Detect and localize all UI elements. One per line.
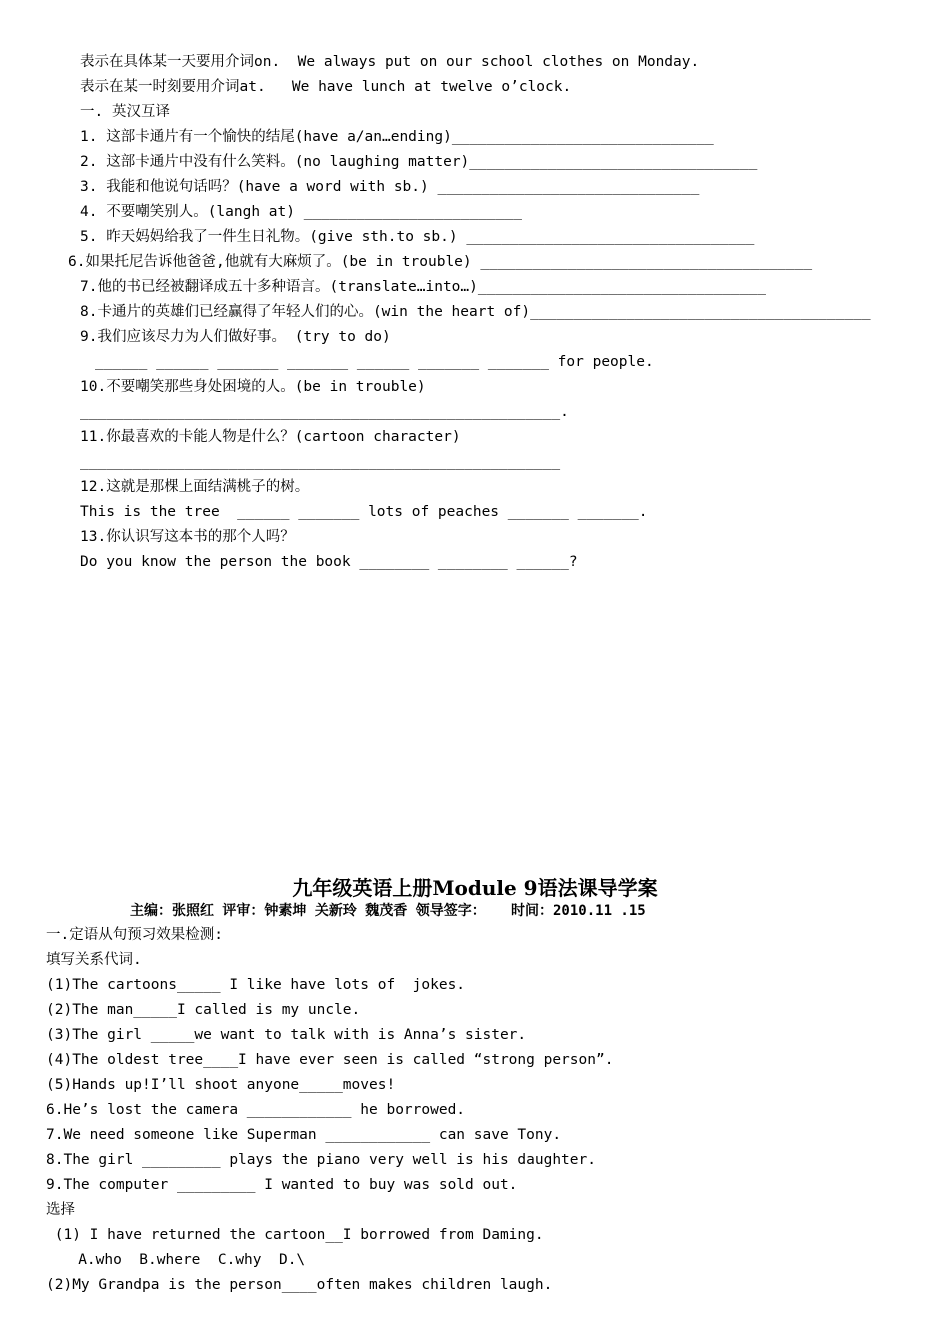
fill-item: 6.He’s lost the camera ____________ he borrowed.	[46, 1102, 466, 1118]
exercise-item: 2. 这部卡通片中没有什么笑料。(no laughing matter)_________________________________	[80, 154, 758, 170]
exercise-item: 4. 不要嘲笑别人。(langh at) _________________________	[80, 204, 522, 220]
exercise-item: 8.卡通片的英雄们已经赢得了年轻人们的心。(win the heart of)_______________________________________	[80, 304, 871, 320]
answer-blank: _______________________________________________________.	[80, 404, 569, 420]
sub-heading: 填写关系代词.	[46, 952, 142, 968]
exercise-item: 6.如果托尼告诉他爸爸,他就有大麻烦了。(be in trouble) ______________________________________	[68, 254, 813, 270]
fill-item: 8.The girl _________ plays the piano very well is his daughter.	[46, 1152, 596, 1168]
choice-heading: 选择	[46, 1202, 75, 1218]
exercise-item: 11.你最喜欢的卡能人物是什么？(cartoon character)	[80, 429, 461, 445]
fill-item: (1)The cartoons_____ I like have lots of jokes.	[46, 977, 466, 993]
exercise-item: 1. 这部卡通片有一个愉快的结尾(have a/an…ending)______________________________	[80, 129, 714, 145]
fill-item: (2)The man_____I called is my uncle.	[46, 1002, 361, 1018]
fill-item: (5)Hands up!I’ll shoot anyone_____moves!	[46, 1077, 396, 1093]
choice-options: A.who B.where C.why D.\	[52, 1252, 306, 1268]
exercise-item: 5. 昨天妈妈给我了一件生日礼物。(give sth.to sb.) _________________________________	[80, 229, 755, 245]
fill-item: (4)The oldest tree____I have ever seen is called “strong person”.	[46, 1052, 614, 1068]
answer-blanks: Do you know the person the book ________ ________ ______?	[80, 554, 578, 570]
fill-item: 9.The computer _________ I wanted to buy was sold out.	[46, 1177, 518, 1193]
fill-item: 7.We need someone like Superman ____________ can save Tony.	[46, 1127, 562, 1143]
page-title: 九年级英语上册Module 9语法课导学案	[292, 876, 658, 900]
note-line: 表示在具体某一天要用介词on. We always put on our school clothes on Monday.	[80, 54, 700, 70]
choice-item: (1) I have returned the cartoon__I borrowed from Daming.	[46, 1227, 544, 1243]
section-heading: 一.定语从句预习效果检测:	[46, 927, 223, 943]
exercise-item: 7.他的书已经被翻译成五十多种语言。(translate…into…)_________________________________	[80, 279, 766, 295]
section-heading: 一. 英汉互译	[80, 104, 170, 120]
note-line: 表示在某一时刻要用介词at. We have lunch at twelve o’clock.	[80, 79, 572, 95]
exercise-item: 13.你认识写这本书的那个人吗？	[80, 529, 295, 545]
answer-blank: _______________________________________________________	[80, 454, 561, 470]
choice-item: (2)My Grandpa is the person____often makes children laugh.	[46, 1277, 553, 1293]
exercise-item: 10.不要嘲笑那些身处困境的人。(be in trouble)	[80, 379, 426, 395]
exercise-item: 12.这就是那棵上面结满桃子的树。	[80, 479, 310, 495]
fill-item: (3)The girl _____we want to talk with is Anna’s sister.	[46, 1027, 527, 1043]
exercise-item: 9.我们应该尽力为人们做好事。 (try to do)	[80, 329, 391, 345]
answer-blanks: ______ ______ _______ _______ ______ _______ _______ for people.	[95, 354, 654, 370]
answer-blanks: This is the tree ______ _______ lots of peaches _______ _______.	[80, 504, 648, 520]
byline: 主编：张照红 评审：钟素坤 关新玲 魏茂香 领导签字： 时间：2010.11 .15	[130, 903, 646, 919]
exercise-item: 3. 我能和他说句话吗？(have a word with sb.) ______________________________	[80, 179, 700, 195]
